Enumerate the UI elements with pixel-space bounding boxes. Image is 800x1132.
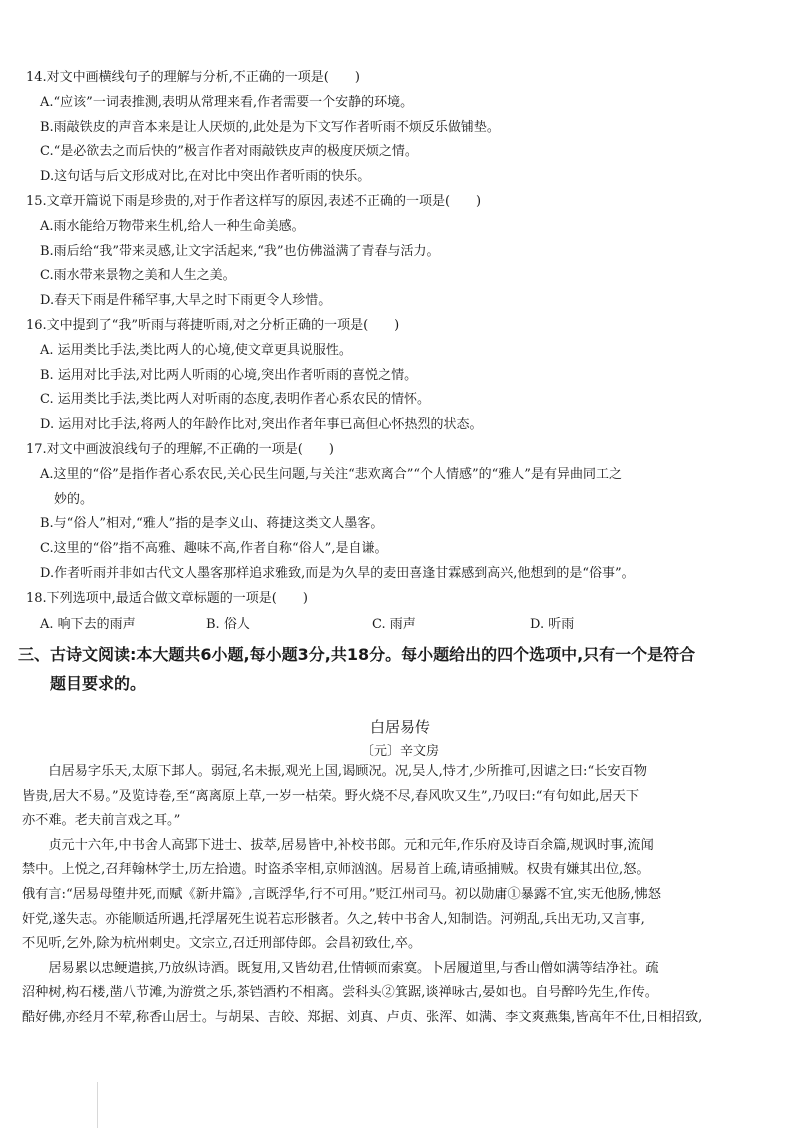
q16-option-b: B. 运用对比手法,对比两人听雨的心境,突出作者听雨的喜悦之情。 [40,367,418,383]
q15-stem: 15.文章开篇说下雨是珍贵的,对于作者这样写的原因,表述不正确的一项是( ) [26,193,482,209]
q15-option-d: D.春天下雨是件稀罕事,大旱之时下雨更令人珍惜。 [40,293,332,309]
q18-option-b: B. 俗人 [206,616,250,632]
q18-option-a: A. 响下去的雨声 [40,616,136,632]
q14-option-c: C.“是必欲去之而后快的”极言作者对雨敲铁皮声的极度厌烦之情。 [40,144,418,160]
q15-option-c: C.雨水带来景物之美和人生之美。 [40,268,236,284]
section-heading [18,640,788,698]
passage-line: 白居易字乐天,太原下邽人。弱冠,名未振,观光上国,谒顾况。况,吴人,恃才,少所推可,因谑之曰:“长安百物 [22,764,647,779]
passage-line: 贞元十六年,中书舍人高郢下进士、拔萃,居易皆中,补校书郎。元和元年,作乐府及诗百余篇,规讽时事,流闻 [22,837,654,853]
q17-option-a-cont: 妙的。 [54,491,94,507]
passage-line: 奸党,遂失志。亦能顺适所遇,托浮屠死生说若忘形骸者。久之,转中书舍人,知制诰。河朔乱,兵出无功,又言事, [22,911,645,927]
passage-line: 俄有言:“居易母堕井死,而赋《新井篇》,言既浮华,行不可用。”贬江州司马。初以勋庸①暴露不宜,实无他肠,怫怒 [22,886,661,902]
q18-option-d: D. 听雨 [530,616,575,632]
section-heading-line1: 三、古诗文阅读:本大题共6小题,每小题3分,共18分。每小题给出的四个选项中,只有一个是符合 [18,645,696,664]
section-heading-line2: 题目要求的。 [50,674,147,693]
passage-author: 〔元〕辛文房 [360,744,439,759]
q17-option-c: C.这里的“俗”指不高雅、趣味不高,作者自称“俗人”,是自谦。 [40,541,388,557]
passage-body [22,760,788,1031]
q18-option-c: C. 雨声 [372,616,416,632]
q17-option-b: B.与“俗人”相对,“雅人”指的是李义山、蒋捷这类文人墨客。 [40,516,384,532]
q17-option-d: D.作者听雨并非如古代文人墨客那样追求雅致,而是为久旱的麦田喜逢甘霖感到高兴,他想到的是“俗事”。 [40,565,635,581]
q17-stem: 17.对文中画波浪线句子的理解,不正确的一项是( ) [26,441,334,457]
margin-line [97,1082,98,1128]
q18-stem: 18.下列选项中,最适合做文章标题的一项是( ) [26,590,308,606]
passage-line: 酷好佛,亦经月不荤,称香山居士。与胡杲、吉皎、郑据、刘真、卢贞、张浑、如满、李文爽燕集,皆高年不仕,日相招致, [22,1009,703,1025]
passage-line: 皆贵,居大不易。”及览诗卷,至“离离原上草,一岁一枯荣。野火烧不尽,春风吹又生”,乃叹曰:“有句如此,居天下 [22,788,640,804]
q14-stem: 14.对文中画横线句子的理解与分析,不正确的一项是( ) [26,70,360,85]
q17-option-a: A.这里的“俗”是指作者心系农民,关心民生问题,与关注“悲欢离合”“个人情感”的“雅人”是有异曲同工之 [40,466,622,482]
q14-option-a: A.“应该”一词表推测,表明从常理来看,作者需要一个安静的环境。 [40,94,414,110]
q18-options [26,612,786,637]
q16-option-d: D. 运用对比手法,将两人的年龄作比对,突出作者年事已高但心怀热烈的状态。 [40,417,483,433]
q15-option-b: B.雨后给“我”带来灵感,让文字活起来,“我”也仿佛溢满了青春与活力。 [40,243,440,259]
questions-block [26,66,786,637]
passage-line: 禁中。上悦之,召拜翰林学士,历左拾遗。时盗杀宰相,京师汹汹。居易首上疏,请亟捕贼。权贵有嫌其出位,怒。 [22,862,650,878]
q14-option-d: D.这句话与后文形成对比,在对比中突出作者听雨的快乐。 [40,169,371,185]
q14-option-b: B.雨敲铁皮的声音本来是让人厌烦的,此处是为下文写作者听雨不烦反乐做铺垫。 [40,119,500,135]
q15-option-a: A.雨水能给万物带来生机,给人一种生命美感。 [40,218,305,234]
passage-line: 亦不难。老夫前言戏之耳。” [22,813,181,829]
passage-line: 不见听,乞外,除为杭州刺史。文宗立,召迁刑部侍郎。会昌初致仕,卒。 [22,936,422,952]
q16-option-a: A. 运用类比手法,类比两人的心境,使文章更具说服性。 [40,342,352,358]
q16-stem: 16.文中提到了“我”听雨与蒋捷听雨,对之分析正确的一项是( ) [26,317,400,333]
passage-title: 白居易传 [369,718,430,736]
q16-option-c: C. 运用类比手法,类比两人对听雨的态度,表明作者心系农民的情怀。 [40,392,431,408]
passage-line: 居易累以忠鲠遣摈,乃放纵诗酒。既复用,又皆幼君,仕情顿而索寞。卜居履道里,与香山僧如满等结净社。疏 [22,960,659,976]
passage-line: 沼种树,构石楼,凿八节滩,为游赏之乐,茶铛酒杓不相离。尝科头②箕踞,谈禅咏古,晏如也。自号醉吟先生,作传。 [22,985,658,1001]
